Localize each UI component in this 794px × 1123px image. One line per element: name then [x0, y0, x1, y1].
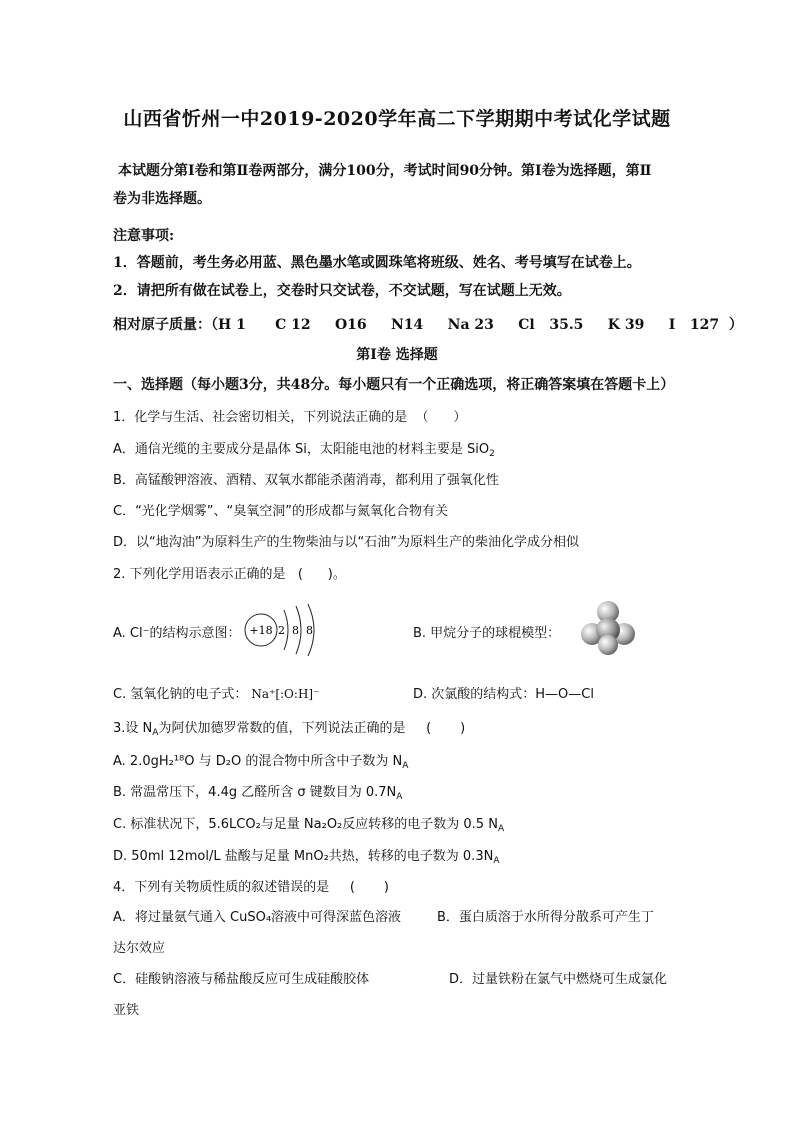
q3-option-c: [113, 813, 504, 834]
q4-option-b: B．蛋白质溶于水所得分散系可产生丁: [437, 910, 654, 925]
methane-ball-stick-model-icon: [580, 600, 636, 656]
q4-stem: 4．下列有关物质性质的叙述错误的是 ( ): [113, 880, 390, 895]
q2-stem: 2. 下列化学用语表示正确的是 ( )。: [113, 567, 346, 582]
sodium-hydroxide-electron-formula: Na⁺[:O:H]⁻: [251, 687, 320, 701]
q3-option-b-subscript: A: [396, 792, 403, 802]
electron-shell-counts: 2 8 8: [278, 624, 313, 637]
q3-option-d-subscript: A: [493, 856, 500, 866]
q4-option-d: D．过量铁粉在氯气中燃烧可生成氯化: [449, 972, 668, 987]
q3-option-c-text: C. 标准状况下，5.6LCO₂与足量 Na₂O₂反应转移的电子数为 0.5 N: [113, 817, 498, 832]
q4-option-c: C．硅酸钠溶液与稀盐酸反应可生成硅酸胶体: [113, 972, 370, 987]
section-title: 第Ⅰ卷 选择题: [356, 347, 438, 363]
q4-option-d-continued: 亚铁: [113, 1003, 140, 1018]
page-title: 山西省忻州一中2019-2020学年高二下学期期中考试化学试题: [123, 108, 671, 130]
note-item-1: 1．答题前，考生务必用蓝、黑色墨水笔或圆珠笔将班级、姓名、考号填写在试卷上。: [113, 255, 641, 271]
q4-option-a: A．将过量氨气通入 CuSO₄溶液中可得深蓝色溶液: [113, 910, 402, 925]
q2-option-c: [113, 683, 319, 702]
nucleus-charge-label: +18: [249, 624, 273, 637]
q4-option-b-continued: 达尔效应: [113, 941, 166, 956]
chloride-ion-structure-diagram: [240, 604, 330, 656]
q3-option-d-text: D. 50ml 12mol/L 盐酸与足量 MnO₂共热，转移的电子数为 0.3N: [113, 849, 494, 864]
note-item-2: 2．请把所有做在试卷上，交卷时只交试卷，不交试题，写在试题上无效。: [113, 283, 571, 299]
q3-option-a-subscript: A: [402, 761, 409, 771]
q1-option-b: B．高锰酸钾溶液、酒精、双氧水都能杀菌消毒，都利用了强氧化性: [113, 473, 499, 488]
q1-option-a: [113, 438, 495, 459]
q3-stem-pre: 3.设 N: [113, 721, 153, 736]
q1-option-a-subscript: 2: [489, 449, 495, 459]
q1-option-d: D．以“地沟油”为原料生产的生物柴油与以“石油”为原料生产的柴油化学成分相似: [113, 535, 579, 550]
q3-stem-subscript: A: [152, 728, 159, 738]
q1-option-a-text: A．通信光缆的主要成分是晶体 Si，太阳能电池的材料主要是 SiO: [113, 442, 490, 457]
intro-line-1: 本试题分第Ⅰ卷和第Ⅱ卷两部分，满分100分，考试时间90分钟。第Ⅰ卷为选择题，第Ⅱ: [118, 163, 652, 179]
q2-option-b: B. 甲烷分子的球棍模型：: [413, 626, 561, 641]
q3-option-b-text: B. 常温常压下，4.4g 乙醛所含 σ 键数目为 0.7N: [113, 785, 397, 800]
intro-line-2: 卷为非选择题。: [113, 191, 211, 207]
q3-stem-post: 为阿伏加德罗常数的值，下列说法正确的是 ( ): [158, 721, 466, 736]
q2-option-c-label: C. 氢氧化钠的电子式：: [113, 687, 248, 702]
q3-option-a-text: A. 2.0gH₂¹⁸O 与 D₂O 的混合物中所含中子数为 N: [113, 754, 403, 769]
q2-option-d: D. 次氯酸的结构式：H—O—Cl: [413, 687, 594, 702]
part-heading: 一、选择题（每小题3分，共48分。每小题只有一个正确选项，将正确答案填在答题卡上）: [113, 377, 675, 393]
q3-option-c-subscript: A: [497, 824, 505, 834]
q1-option-c: C．“光化学烟雾”、“臭氧空洞”的形成都与氮氧化合物有关: [113, 504, 449, 519]
q3-stem: [113, 717, 465, 738]
notes-heading: 注意事项:: [113, 228, 175, 244]
q3-option-b: [113, 781, 402, 802]
q1-stem: 1．化学与生活、社会密切相关，下列说法正确的是 （ ）: [113, 410, 467, 425]
q3-option-a: [113, 750, 408, 771]
atomic-mass-line: 相对原子质量：（H 1 C 12 O16 N14 Na 23 Cl 35.5 K 39 I 127 ）: [113, 317, 743, 333]
q3-option-d: [113, 845, 500, 866]
q2-option-a: A. Cl⁻的结构示意图：: [113, 626, 241, 641]
